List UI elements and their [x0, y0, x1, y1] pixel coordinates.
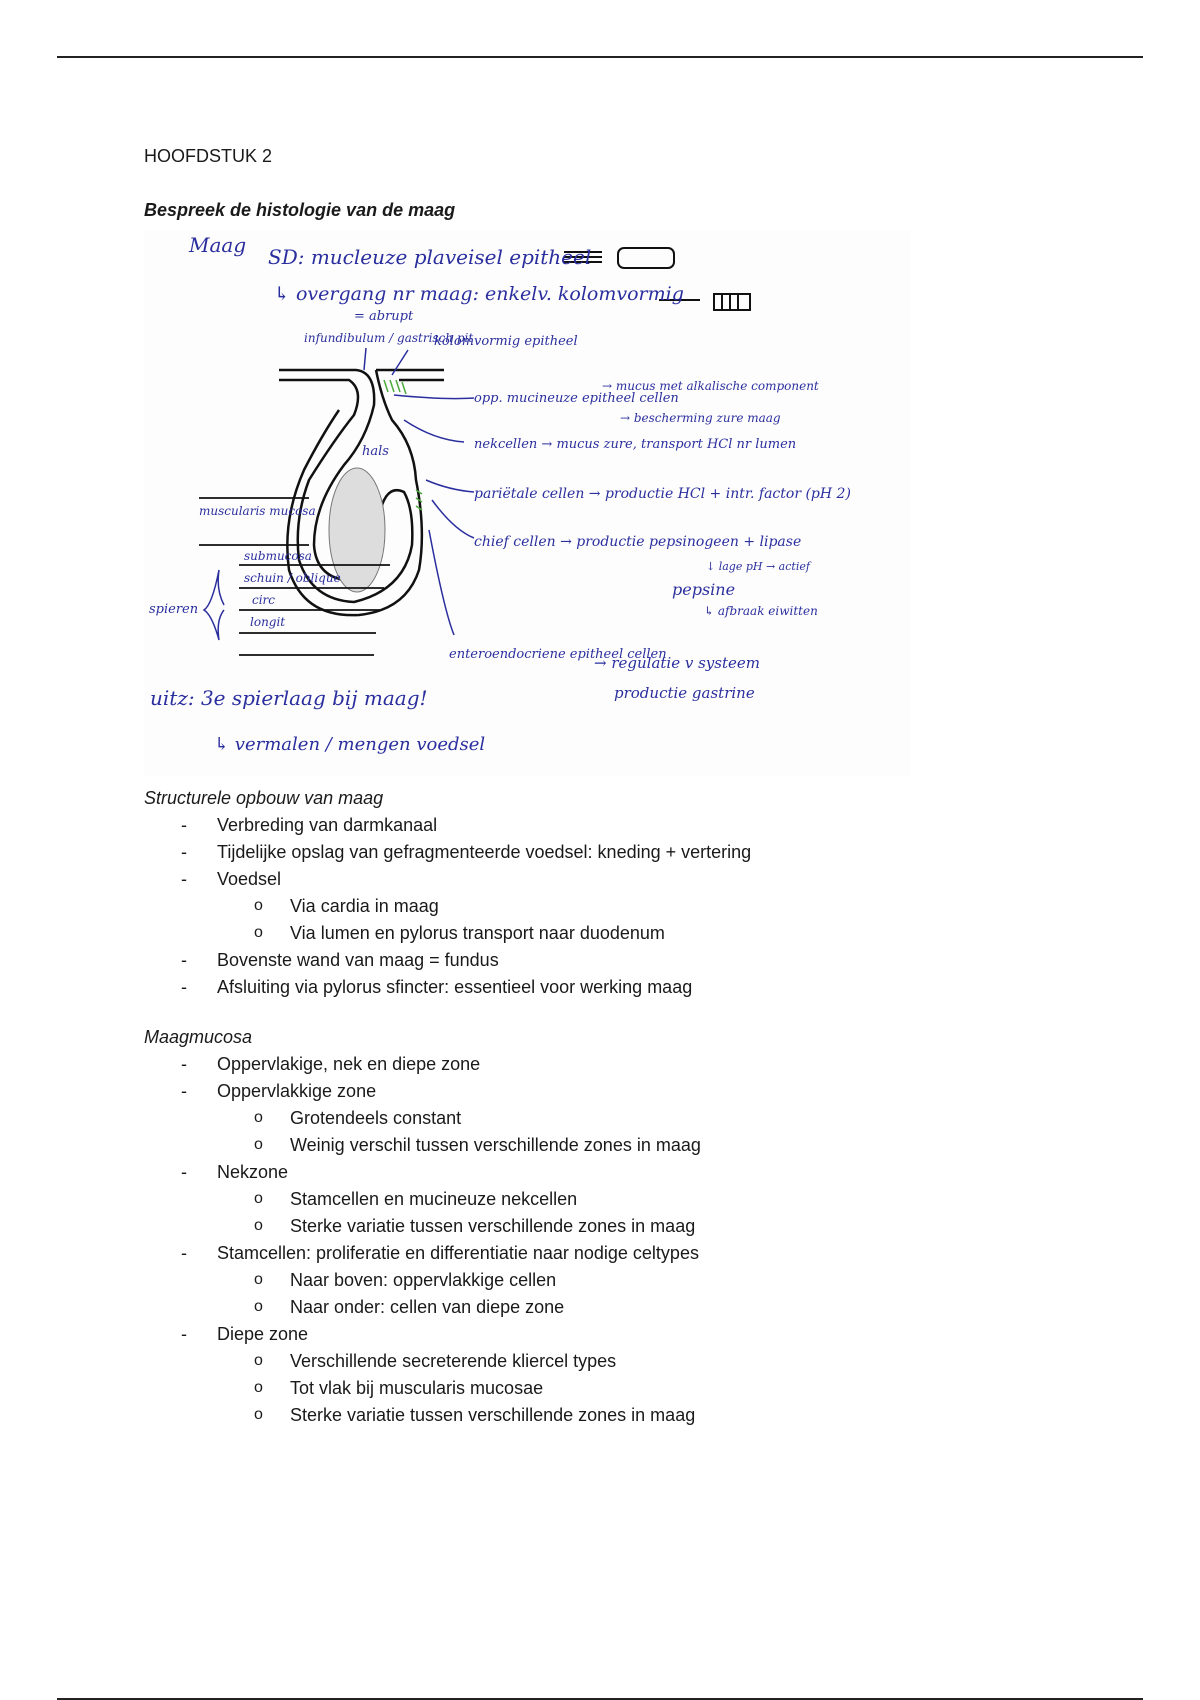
annotation-hals: hals: [362, 444, 389, 459]
sub-list-item: o Tot vlak bij muscularis mucosae: [217, 1375, 1084, 1402]
annotation-longit: longit: [250, 615, 286, 629]
sub-list-item: o Sterke variatie tussen verschillende zones in maag: [217, 1213, 1084, 1240]
list-item-text: Afsluiting via pylorus sfincter: essentieel voor werking maag: [217, 977, 693, 997]
sub-list-item: o Naar onder: cellen van diepe zone: [217, 1294, 1084, 1321]
sub-list: [217, 1105, 1084, 1159]
annotation-entero-result1: → regulatie v systeem: [594, 654, 760, 672]
annotation-abrupt: = abrupt: [354, 309, 414, 324]
sub-list-item: o Grotendeels constant: [217, 1105, 1084, 1132]
sub-list-item: o Stamcellen en mucineuze nekcellen: [217, 1186, 1084, 1213]
list-item-text: Oppervlakkige zone: [217, 1081, 377, 1101]
list-item-text: Verbreding van darmkanaal: [217, 815, 438, 835]
list-item: [144, 974, 1084, 1001]
list-item: [144, 1078, 1084, 1159]
section-structurele-opbouw: [144, 786, 1084, 1001]
annotation-muscularis: muscularis mucosa: [199, 504, 316, 518]
sub-list: [217, 893, 1084, 947]
annotation-kolomvormig: kolomvormig epitheel: [434, 334, 578, 349]
list-item: [144, 1321, 1084, 1429]
annotation-sd: SD: mucleuze plaveisel epitheel: [268, 245, 592, 269]
top-rule: [57, 56, 1143, 58]
annotation-title: Maag: [189, 233, 247, 257]
annotation-nekcellen: nekcellen → mucus zure, transport HCl nr lumen: [474, 437, 797, 452]
list-item-text: Voedsel: [217, 869, 282, 889]
list-item: [144, 866, 1084, 947]
annotation-entero-result2: productie gastrine: [614, 684, 755, 702]
annotation-circ: circ: [252, 593, 276, 607]
section-title: Maagmucosa: [144, 1027, 253, 1047]
bullet-list: [144, 812, 1084, 1001]
annotation-chief: chief cellen → productie pepsinogeen + lipase: [474, 534, 802, 550]
chapter-heading: HOOFDSTUK 2: [144, 146, 273, 166]
document-body: [144, 142, 1084, 1429]
annotation-opp-result2: → bescherming zure maag: [620, 411, 781, 425]
sub-list: [217, 1186, 1084, 1240]
annotation-entero: enteroendocriene epitheel cellen: [449, 647, 667, 662]
sub-list-item: o Verschillende secreterende kliercel types: [217, 1348, 1084, 1375]
question-heading: Bespreek de histologie van de maag: [144, 200, 456, 220]
list-item: [144, 947, 1084, 974]
annotation-submucosa: submucosa: [244, 549, 312, 563]
list-item: [144, 839, 1084, 866]
annotation-schuin: schuin / oblique: [244, 571, 341, 585]
sub-list-item: o Via lumen en pylorus transport naar duodenum: [217, 920, 1084, 947]
annotation-overgang: ↳ overgang nr maag: enkelv. kolomvormig: [274, 283, 684, 305]
sub-list-item: o Sterke variatie tussen verschillende zones in maag: [217, 1402, 1084, 1429]
annotation-uitz: uitz: 3e spierlaag bij maag!: [150, 686, 428, 710]
list-item: [144, 1159, 1084, 1240]
annotation-opp-result1: → mucus met alkalische component: [602, 379, 819, 393]
bullet-list: [144, 1051, 1084, 1429]
annotation-chief-sub: ↓ lage pH → actief: [706, 560, 810, 573]
section-maagmucosa: [144, 1025, 1084, 1429]
annotation-infundibulum: infundibulum / gastrisch pit: [304, 331, 474, 345]
annotation-pepsine-sub: ↳ afbraak eiwitten: [704, 604, 818, 618]
list-item-text: Diepe zone: [217, 1324, 309, 1344]
annotation-opp-cellen: opp. mucineuze epitheel cellen: [474, 391, 679, 406]
gastric-gland-sketch: [144, 230, 910, 776]
list-item-text: Nekzone: [217, 1162, 289, 1182]
list-item: [144, 1240, 1084, 1321]
annotation-spieren: spieren: [149, 602, 199, 617]
sub-list: [217, 1267, 1084, 1321]
section-title: Structurele opbouw van maag: [144, 788, 384, 808]
sub-list-item: o Naar boven: oppervlakkige cellen: [217, 1267, 1084, 1294]
sub-list-item: o Via cardia in maag: [217, 893, 1084, 920]
handwritten-diagram: [144, 230, 910, 776]
list-item-text: Bovenste wand van maag = fundus: [217, 950, 499, 970]
sub-list: [217, 1348, 1084, 1429]
list-item-text: Stamcellen: proliferatie en differentiatie naar nodige celtypes: [217, 1243, 699, 1263]
list-item: [144, 812, 1084, 839]
annotation-uitz-sub: ↳ vermalen / mengen voedsel: [214, 734, 486, 755]
sub-list-item: o Weinig verschil tussen verschillende zones in maag: [217, 1132, 1084, 1159]
list-item: [144, 1051, 1084, 1078]
annotation-pepsine: pepsine: [672, 580, 736, 599]
annotation-parietale: pariëtale cellen → productie HCl + intr. factor (pH 2): [474, 486, 851, 502]
list-item-text: Tijdelijke opslag van gefragmenteerde voedsel: kneding + vertering: [217, 842, 752, 862]
list-item-text: Oppervlakige, nek en diepe zone: [217, 1054, 481, 1074]
